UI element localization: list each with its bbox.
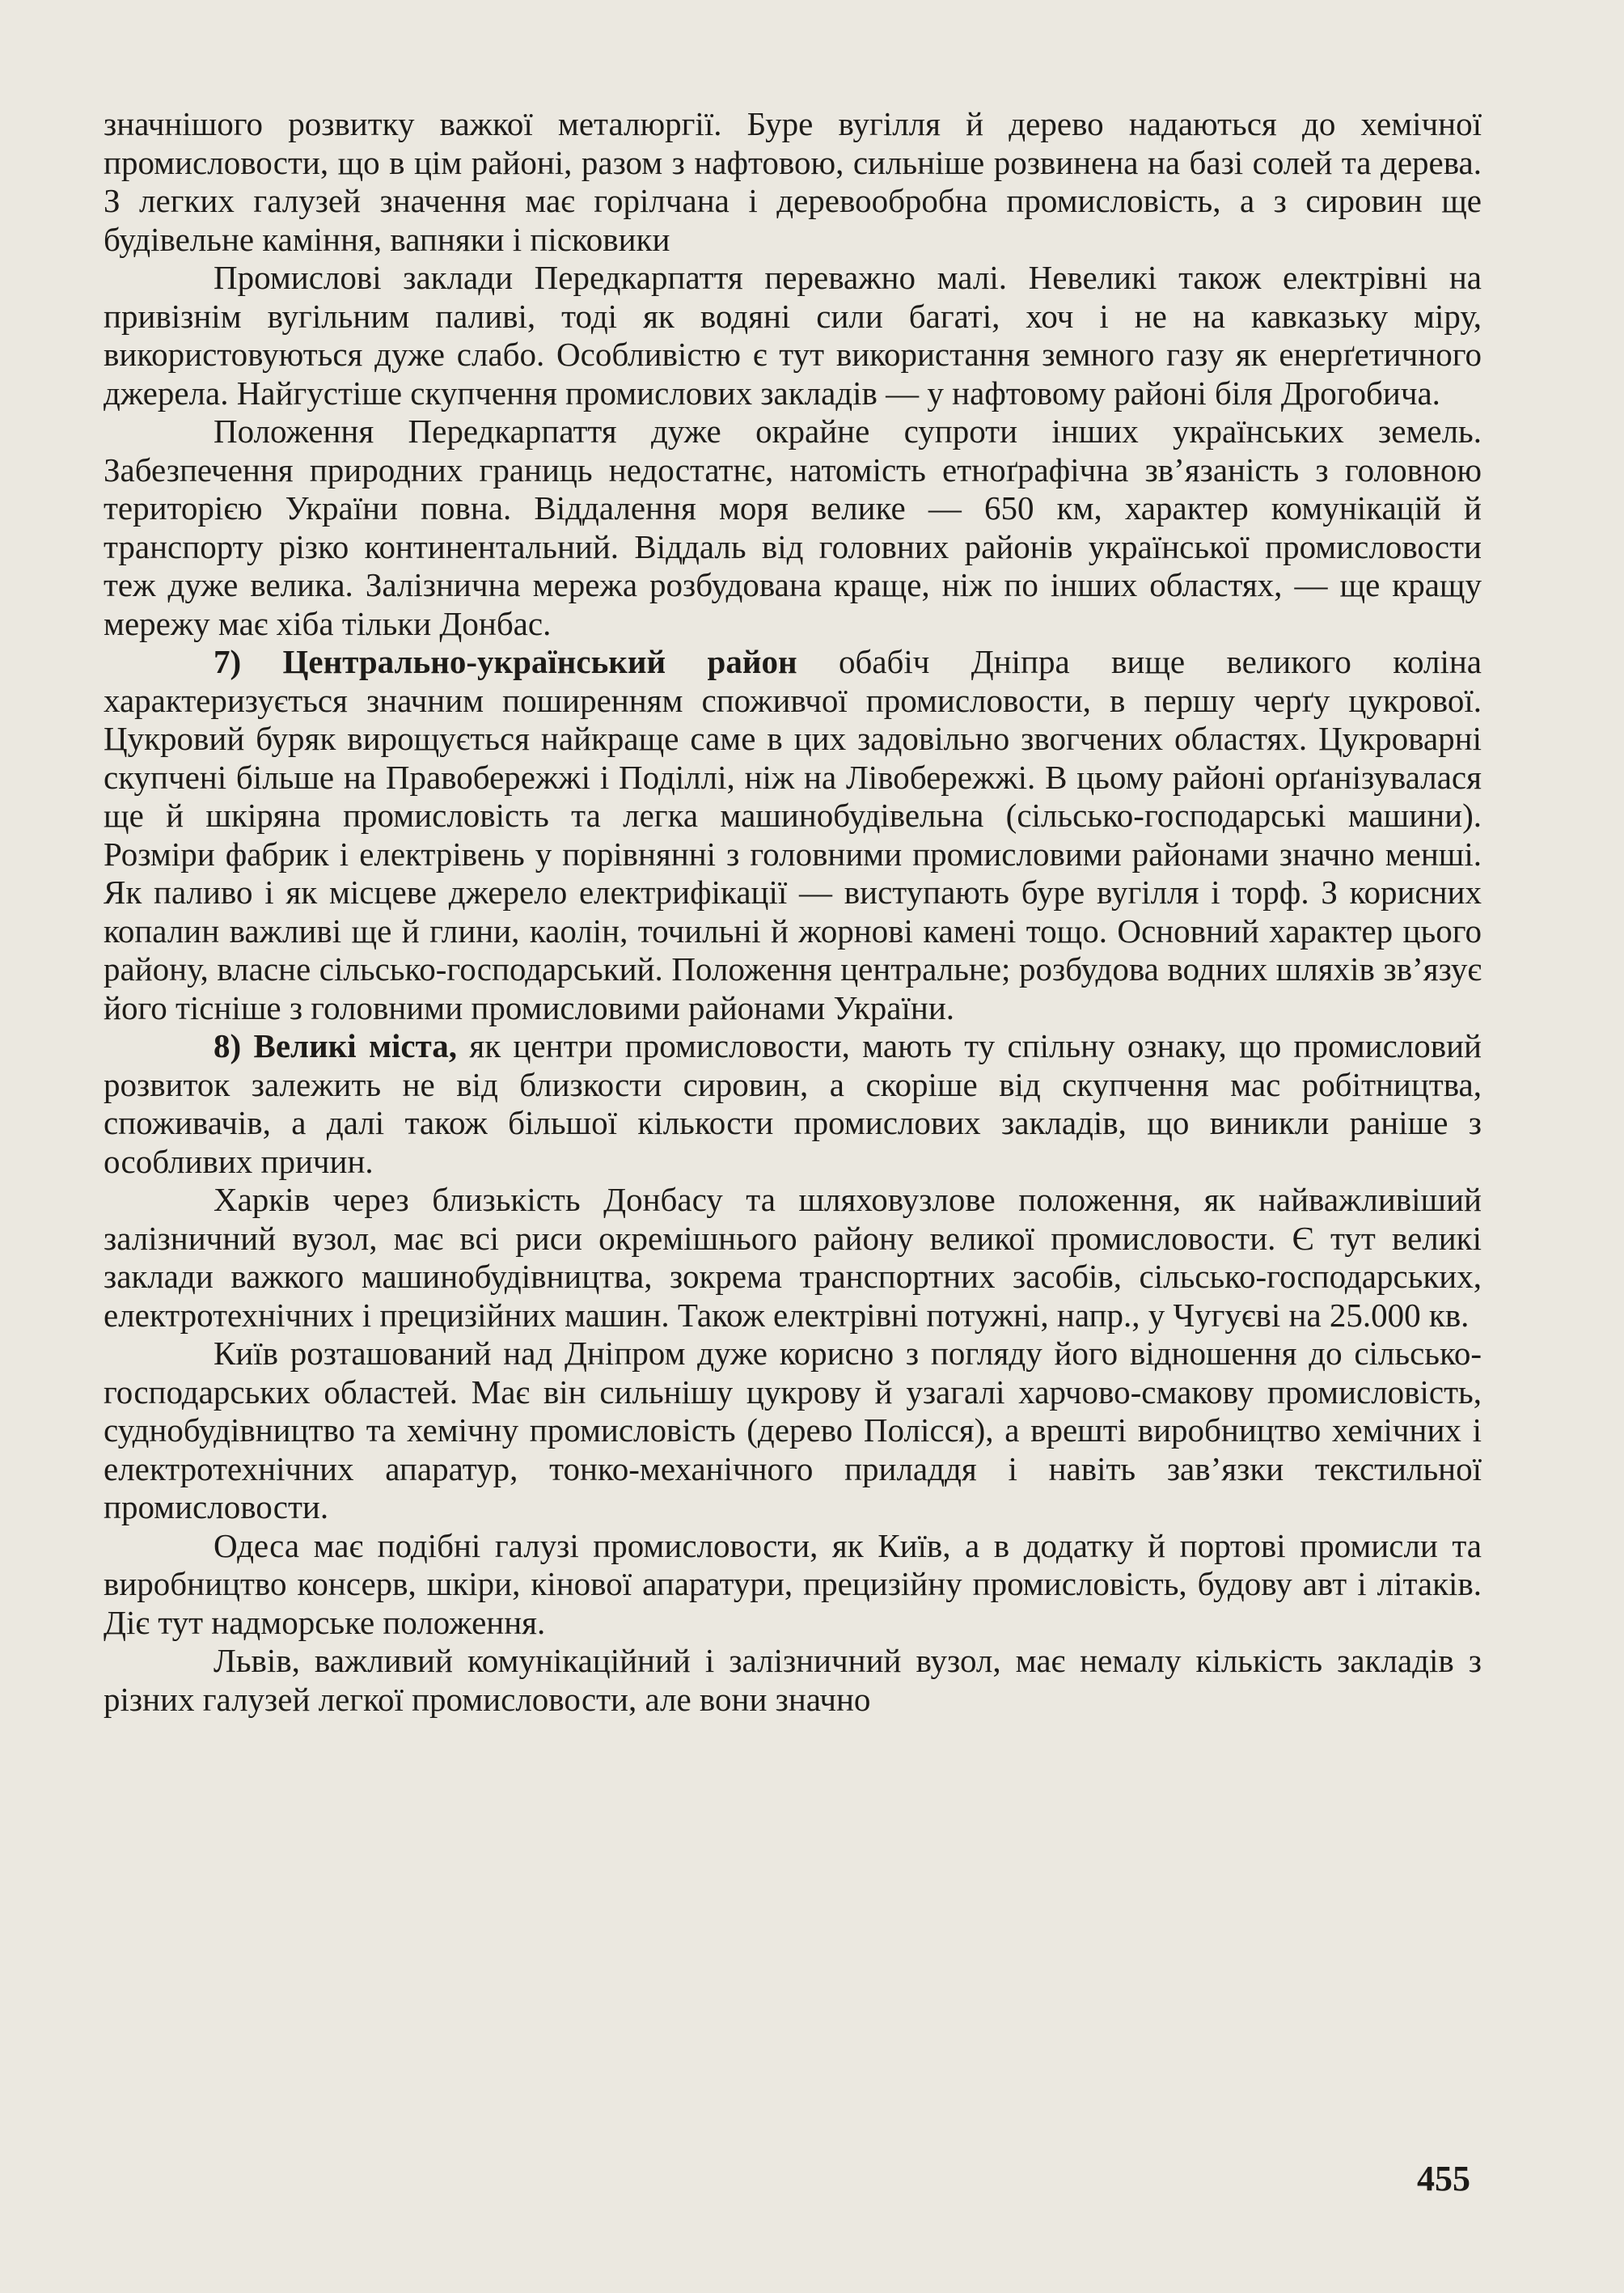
paragraph-7: Київ розташований над Дніпром дуже корисно з погляду його відношення до сільсько-господарських областей. Має він сильнішу цукрову й узагалі харчово-смакову промисловість, суднобудівництво та хемічну промисловість (дерево Полісся), а врешті виробництво хемічних і електротехнічних апаратур, тонко-механічного приладдя і навіть зав’язки текстильної промисловости.: [104, 1335, 1482, 1525]
paragraph-3: Положення Передкарпаття дуже окрайне супроти інших українських земель. Забезпечення природних границь недостатнє, натомість етноґрафічна зв’язаність з головною територією України повна. Віддалення моря велике — 650 км, характер комунікацій й транспорту різко континентальний. Віддаль від головних районів української промисловости теж дуже велика. Залізнична мережа розбудована краще, ніж по інших областях, — ще кращу мережу має хіба тільки Донбас.: [104, 412, 1482, 642]
page-number: 455: [1417, 2159, 1470, 2198]
paragraph-8: Одеса має подібні галузі промисловости, як Київ, а в додатку й портові промисли та виробництво консерв, шкіри, кінової апаратури, прецизійну промисловість, будову авт і літаків. Діє тут надморське положення.: [104, 1526, 1482, 1641]
paragraph-2: Промислові заклади Передкарпаття переважно малі. Невеликі також електрівні на привізнім вугільним паливі, тоді як водяні сили багаті, хоч і не на кавказьку міру, використовуються дуже слабо. Особливістю є тут використання земного газу як енерґетичного джерела. Найгустіше скупчення промислових закладів — у нафтовому районі біля Дрогобича.: [104, 259, 1482, 412]
paragraph-4-body: обабіч Дніпра вище великого коліна характеризується значним поширенням споживчої промисловости, в першу черґу цукрової. Цукровий буряк вирощується найкраще саме в цих задовільно звогчених областях. Цукроварні скупчені більше на Правобережжі і Поділлі, ніж на Лівобережжі. В цьому районі орґанізувалася ще й шкіряна промисловість та легка машинобудівельна (сільсько-господарські машини). Розміри фабрик і електрівень у порівнянні з головними промисловими районами значно менші. Як паливо і як місцеве джерело електрифікації — виступають буре вугілля і торф. З корисних копалин важливі ще й глини, каолін, точильні й жорнові камені тощо. Основний характер цього району, власне сільсько-господарський. Положення центральне; розбудова водних шляхів зв’язує його тісніше з головними промисловими районами України.: [104, 643, 1482, 1026]
paragraph-5: [104, 1027, 1482, 1181]
paragraph-6: Харків через близькість Донбасу та шляховузлове положення, як найважливіший залізничний вузол, має всі риси окремішнього району великої промисловости. Є тут великі заклади важкого машинобудівництва, зокрема транспортних засобів, сільсько-господарських, електротехнічних і прецизійних машин. Також електрівні потужні, напр., у Чугуєві на 25.000 кв.: [104, 1181, 1482, 1334]
paragraph-9: Львів, важливий комунікаційний і залізничний вузол, має немалу кількість закладів з різних галузей легкої промисловости, але вони значно: [104, 1642, 1482, 1718]
paragraph-5-body: як центри промисловости, мають ту спільну ознаку, що промисловий розвиток залежить не від близкости сировин, а скоріше від скупчення мас робітництва, споживачів, а далі також більшої кількости промислових закладів, що виникли раніше з особливих причин.: [104, 1027, 1482, 1180]
section-heading-8: 8) Великі міста,: [214, 1027, 457, 1064]
paragraph-1: значнішого розвитку важкої металюргії. Буре вугілля й дерево надаються до хемічної промисловости, що в цім районі, разом з нафтовою, сильніше розвинена на базі солей та дерева. З легких галузей значення має горілчана і деревообробна промисловість, а з сировин ще будівельне каміння, вапняки і пісковики: [104, 105, 1482, 258]
section-heading-7: 7) Центрально-український район: [214, 643, 797, 680]
page-text-body: [104, 105, 1482, 1719]
paragraph-4: [104, 643, 1482, 1027]
